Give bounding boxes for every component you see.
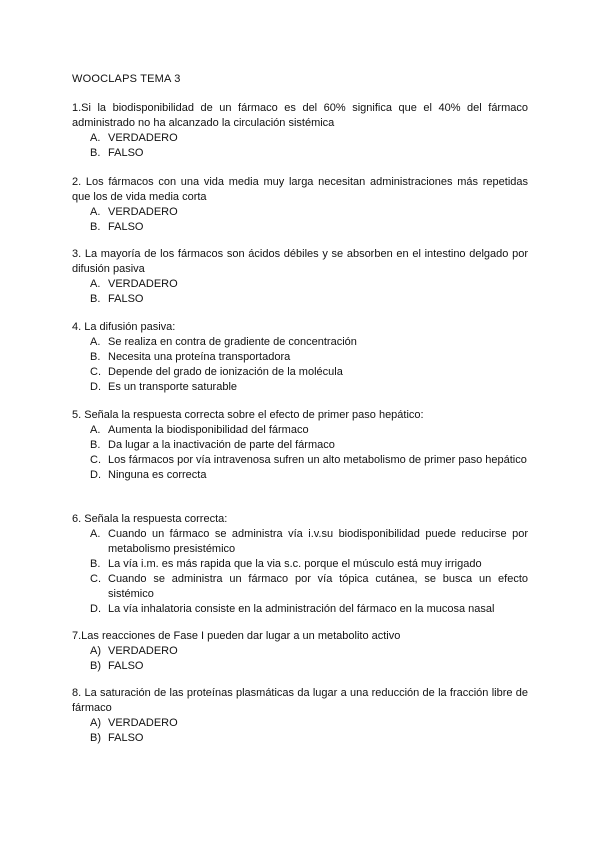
option-b [72, 731, 528, 746]
option-letter: A. [90, 132, 101, 144]
option-letter: A. [90, 336, 101, 348]
option-letter: B. [90, 147, 101, 159]
option-a [72, 277, 528, 292]
option-letter: A. [90, 278, 101, 290]
option-letter: B. [90, 351, 101, 363]
question-text: 4. La difusión pasiva: [72, 321, 176, 333]
option-text: FALSO [108, 732, 144, 744]
question-2 [72, 175, 528, 235]
option-text: La vía inhalatoria consiste en la administración del fármaco en la mucosa nasal [108, 603, 495, 615]
option-text: VERDADERO [108, 206, 178, 218]
question-4 [72, 320, 528, 395]
question-5 [72, 408, 528, 483]
option-a [72, 716, 528, 731]
question-text: 7.Las reacciones de Fase I pueden dar lugar a un metabolito activo [72, 630, 401, 642]
options-list [72, 423, 528, 483]
question-6 [72, 512, 528, 617]
option-text: Cuando se administra un fármaco por vía tópica cutánea, se busca un efecto sistémico [108, 573, 528, 600]
question-text: 6. Señala la respuesta correcta: [72, 513, 228, 525]
options-list [72, 131, 528, 161]
option-text: Aumenta la biodisponibilidad del fármaco [108, 424, 309, 436]
question-text: 2. Los fármacos con una vida media muy larga necesitan administraciones más repetidas que los de vida media corta [72, 176, 528, 203]
option-text: La vía i.m. es más rapida que la via s.c. porque el músculo está muy irrigado [108, 558, 482, 570]
question-text: 3. La mayoría de los fármacos son ácidos débiles y se absorben en el intestino delgado por difusión pasiva [72, 248, 528, 275]
question-1 [72, 101, 528, 161]
option-text: VERDADERO [108, 132, 178, 144]
option-letter: A. [90, 206, 101, 218]
option-text: Necesita una proteína transportadora [108, 351, 291, 363]
option-a [72, 335, 528, 350]
option-c [72, 453, 528, 468]
question-3 [72, 247, 528, 307]
option-a [72, 527, 528, 557]
option-text: Depende del grado de ionización de la molécula [108, 366, 343, 378]
option-b [72, 350, 528, 365]
option-d [72, 380, 528, 395]
option-a [72, 423, 528, 438]
option-letter: D. [90, 469, 101, 481]
option-text: Los fármacos por vía intravenosa sufren un alto metabolismo de primer paso hepático [108, 454, 527, 466]
option-b [72, 438, 528, 453]
option-c [72, 365, 528, 380]
options-list [72, 716, 528, 746]
options-list [72, 335, 528, 395]
option-letter: B) [90, 732, 101, 744]
options-list [72, 644, 528, 674]
option-text: VERDADERO [108, 645, 178, 657]
option-a [72, 205, 528, 220]
options-list [72, 205, 528, 235]
option-text: Da lugar a la inactivación de parte del fármaco [108, 439, 335, 451]
option-text: VERDADERO [108, 717, 178, 729]
option-text: VERDADERO [108, 278, 178, 290]
option-letter: A. [90, 528, 101, 540]
option-c [72, 572, 528, 602]
option-letter: A) [90, 717, 101, 729]
options-list [72, 277, 528, 307]
option-text: Ninguna es correcta [108, 469, 207, 481]
option-text: Se realiza en contra de gradiente de concentración [108, 336, 357, 348]
option-text: FALSO [108, 147, 144, 159]
option-a [72, 131, 528, 146]
option-text: Es un transporte saturable [108, 381, 238, 393]
option-text: FALSO [108, 293, 144, 305]
option-b [72, 557, 528, 572]
option-letter: B. [90, 293, 101, 305]
option-letter: B. [90, 558, 101, 570]
question-7 [72, 629, 528, 674]
option-letter: A) [90, 645, 101, 657]
option-b [72, 146, 528, 161]
option-letter: C. [90, 454, 101, 466]
option-b [72, 659, 528, 674]
option-d [72, 602, 528, 617]
option-b [72, 292, 528, 307]
option-text: FALSO [108, 221, 144, 233]
question-text: 8. La saturación de las proteínas plasmáticas da lugar a una reducción de la fracción libre de fármaco [72, 687, 528, 714]
option-letter: D. [90, 603, 101, 615]
option-letter: C. [90, 573, 101, 585]
question-8 [72, 686, 528, 746]
options-list [72, 527, 528, 617]
question-text: 1.Si la biodisponibilidad de un fármaco es del 60% significa que el 40% del fármaco administrado no ha alcanzado la circulación sistémica [72, 102, 528, 129]
document-title: WOOCLAPS TEMA 3 [72, 73, 181, 85]
option-letter: D. [90, 381, 101, 393]
option-letter: A. [90, 424, 101, 436]
option-letter: B. [90, 439, 101, 451]
option-a [72, 644, 528, 659]
option-letter: B) [90, 660, 101, 672]
option-d [72, 468, 528, 483]
option-letter: C. [90, 366, 101, 378]
option-letter: B. [90, 221, 101, 233]
option-text: FALSO [108, 660, 144, 672]
option-b [72, 220, 528, 235]
question-text: 5. Señala la respuesta correcta sobre el efecto de primer paso hepático: [72, 409, 424, 421]
option-text: Cuando un fármaco se administra vía i.v.su biodisponibilidad puede reducirse por metabolismo presistémico [108, 528, 528, 555]
